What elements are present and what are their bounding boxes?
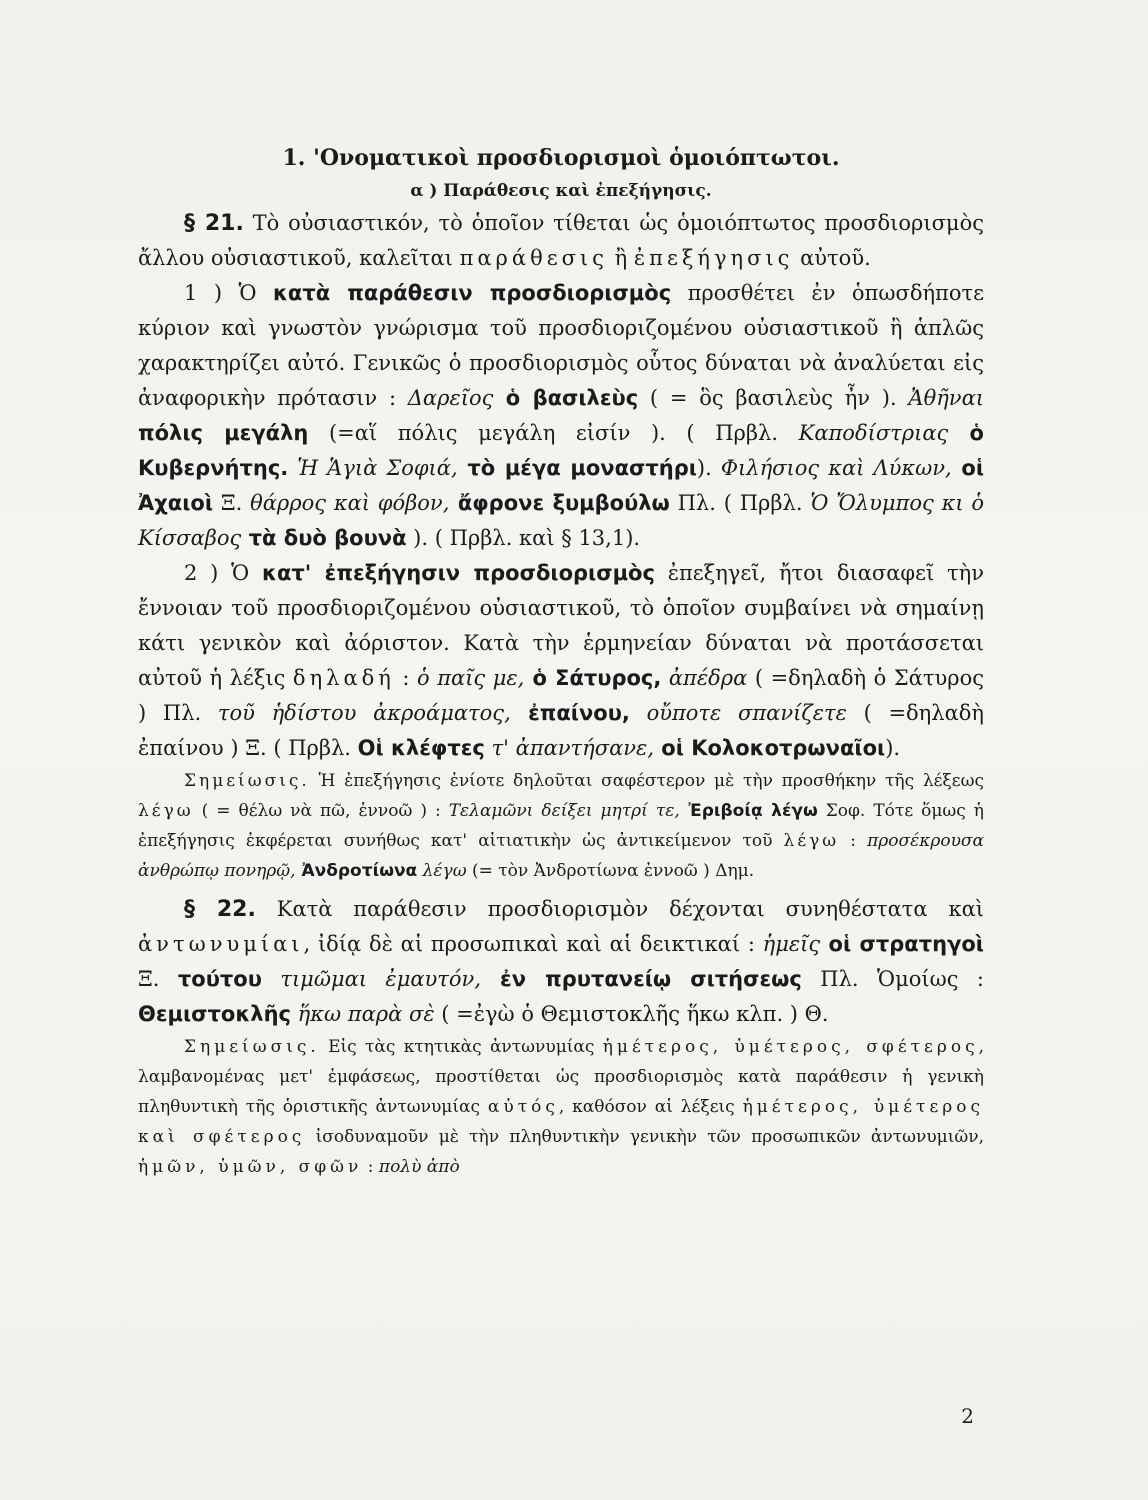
section-subheading: α ) Παράθεσις καὶ ἐπεξήγησις. (410, 181, 712, 201)
example-bold: πόλις μεγάλη (138, 421, 309, 445)
example-italic: ἥκω παρὰ σὲ (290, 1002, 435, 1026)
gloss: ( = ὃς βασιλεὺς ἦν ). (638, 386, 909, 410)
spaced-word: ἡμέτερος, ὑμέτερος καὶ σφέτερος (138, 1097, 985, 1147)
example-bold: οἱ Ἀχαιοὶ (138, 456, 985, 515)
example-bold: τούτου (177, 967, 262, 991)
text-run: προσθέτει ἐν ὁπωσδήποτε κύριον καὶ γνωστὸν γνώρισμα τοῦ προσδιοριζομένου οὐσιαστικοῦ ἢ ἁπλῶς χαρακτηρίζει αὐτό. Γενικῶς ὁ προσδιορισμὸς οὗτος δύναται νὰ ἀναλύεται εἰς ἀναφορικὴν πρότασιν : (138, 281, 984, 410)
example-bold: ὁ Σάτυρος, (524, 666, 662, 690)
chapter-heading: 1. 'Ονοματικοὶ προσδιορισμοὶ ὁμοιόπτωτοι. (282, 145, 840, 171)
example-bold: ἄφρονε ξυμβούλω (449, 491, 670, 515)
text-run: , ἰδίᾳ δὲ αἱ προσωπικαὶ καὶ αἱ δεικτικαί : (303, 932, 763, 956)
text-run: ( = θέλω νὰ πῶ, ἐννοῶ ) : (193, 801, 449, 821)
item-number: 2 ) (184, 561, 232, 585)
example-italic: ὁ παῖς με, (417, 666, 525, 690)
bold-term: κατ' ἐπεξήγησιν προσδιορισμὸς (262, 561, 655, 585)
text-run: Σοφ. Τότε ὅμως ἡ ἐπεξήγησις ἐκφέρεται συνήθως κατ' αἰτιατικὴν ὡς ἀντικείμενον τοῦ (138, 801, 984, 851)
text-run: Ὁ (238, 281, 273, 305)
example-bold: Οἱ κλέφτες (357, 736, 485, 760)
gloss: ( =δηλαδὴ ὁ Σάτυρος ) Πλ. (138, 666, 984, 725)
example-bold: Ἀνδροτίωνα (295, 861, 418, 881)
source-abbrev: Πλ. Ὁμοίως : (801, 967, 984, 991)
example-italic: τοῦ ἡδίστου ἀκροάματος, (217, 701, 511, 725)
example-bold: ὁ Κυβερνήτης. (138, 421, 984, 480)
note-label: Σημείωσις. (184, 1037, 320, 1057)
text-run: Ἡ ἐπεξήγησις ἐνίοτε δηλοῦται σαφέστερον μὲ τὴν προσθήκην τῆς λέξεως (309, 771, 984, 791)
example-italic: Δαρεῖος (407, 386, 494, 410)
section-mark-21: § 21. (184, 211, 244, 236)
example-bold: οἱ Κολοκοτρωναῖοι (654, 736, 886, 760)
example-bold: οἱ στρατηγοὶ (820, 932, 984, 956)
text-run: αὐτοῦ. (793, 246, 871, 270)
spaced-word: λέγω (783, 831, 840, 851)
text-run: : (839, 831, 868, 851)
paragraph-21-intro (138, 206, 984, 276)
example-bold: ἐν πρυτανείῳ σιτήσεως (481, 967, 802, 991)
section-mark-22: § 22. (184, 897, 256, 922)
text-run: Εἰς τὰς κτητικὰς ἀντωνυμίας (319, 1037, 603, 1057)
spaced-word: δηλαδή (292, 666, 395, 690)
text-run: (= τὸν Ἀνδροτίωνα ἐννοῶ ) Δημ. (466, 861, 755, 881)
page-body (138, 140, 984, 1182)
example-italic: προσέκρουσα ἀνθρώπῳ πονηρῷ, (138, 831, 984, 881)
example-italic: Φιλήσιος καὶ Λύκων, (720, 456, 952, 480)
bold-term: κατὰ παράθεσιν προσδιορισμὸς (272, 281, 672, 305)
paragraph-21-item-2 (138, 556, 984, 766)
text-run: , καθόσον αἱ λέξεις (558, 1097, 743, 1117)
example-bold: τὸ μέγα μοναστήρι (457, 456, 697, 480)
example-italic: οὔποτε σπανίζετε (629, 701, 847, 725)
text-run: ). (696, 456, 721, 480)
source-abbrev: Ξ. (213, 491, 251, 515)
text-run: : (362, 1157, 379, 1177)
text-run: Ὁ (231, 561, 263, 585)
source-abbrev: Ξ. (138, 967, 178, 991)
spaced-word: αὐτός (487, 1097, 559, 1117)
gloss: ( =δηλαδὴ ἐπαίνου ) Ξ. ( Πρβλ. (138, 701, 984, 760)
term-parathesis: παράθεσις (459, 246, 608, 270)
example-bold: Ἐριβοίᾳ λέγω (679, 801, 818, 821)
text-run: ). (885, 736, 901, 760)
text-run: , λαμβανομένας μετ' ἐμφάσεως, προστίθεται ὡς προσδιορισμὸς κατὰ παράθεσιν ἡ γενικὴ πληθυντικὴ τῆς ὁριστικῆς ἀντωνυμίας (138, 1037, 984, 1117)
example-bold: ἐπαίνου, (510, 701, 630, 725)
example-italic: τιμῶμαι ἐμαυτόν, (261, 967, 481, 991)
gloss: (=αἵ πόλις μεγάλη εἰσίν ). ( Πρβλ. (308, 421, 799, 445)
spaced-word: λέγω (138, 801, 194, 821)
text-run: Κατὰ παράθεσιν προσδιορισμὸν δέχονται συνηθέστατα καὶ (255, 897, 984, 921)
example-italic: θάρρος καὶ φόβον, (250, 491, 450, 515)
spaced-word: ἡμῶν, ὑμῶν, σφῶν (138, 1157, 363, 1177)
example-italic: λέγω (417, 861, 467, 881)
page-number: 2 (961, 1404, 974, 1428)
text-run: ἐπεξηγεῖ, ἤτοι διασαφεῖ τὴν ἔννοιαν τοῦ προσδιοριζομένου οὐσιαστικοῦ, τὸ ὁποῖον συμβαίνει νὰ σημαίνῃ κάτι γενικὸν καὶ ἀόριστον. Κατὰ τὴν ἑρμηνείαν δύναται νὰ προτάσσεται αὐτοῦ ἡ λέξις (138, 561, 984, 690)
paragraph-21-item-1 (138, 276, 984, 556)
item-number: 1 ) (184, 281, 239, 305)
example-italic: Καποδίστριας (798, 421, 949, 445)
example-italic: Ὁ Ὄλυμπος κι ὁ Κίσσαβος (138, 491, 985, 550)
example-bold: Θεμιστοκλῆς (138, 1002, 291, 1026)
paragraph-22 (138, 892, 984, 1032)
example-italic: ἡμεῖς (762, 932, 821, 956)
text-run: ). ( Πρβλ. καὶ § 13,1). (406, 526, 641, 550)
example-italic: Τελαμῶνι δείξει μητρί τε, (448, 801, 680, 821)
example-italic: Ἡ Ἁγιὰ Σοφιά, (288, 456, 458, 480)
spaced-word: ἡμέτερος, ὑμέτερος, σφέτερος (602, 1037, 979, 1057)
spaced-word: ἀντωνυμίαι (138, 932, 304, 956)
note-label: Σημείωσις. (184, 771, 310, 791)
note-22 (138, 1032, 984, 1182)
source-abbrev: Πλ. ( Πρβλ. (669, 491, 811, 515)
text-run: : (394, 666, 418, 690)
term-epexegesis: ἐπεξήγησις (633, 246, 794, 270)
example-bold: ὁ βασιλεὺς (493, 386, 639, 410)
text-run: ἰσοδυναμοῦν μὲ τὴν πληθυντικὴν γενικὴν τῶν προσωπικῶν ἀντωνυμιῶν, (305, 1127, 984, 1147)
example-italic: τ' ἀπαντήσανε, (484, 736, 654, 760)
note-21 (138, 766, 984, 886)
example-italic: ἀπέδρα (661, 666, 748, 690)
example-italic: πολὺ ἀπὸ (378, 1157, 460, 1177)
example-italic: Ἀθῆναι (908, 386, 984, 410)
gloss: ( =ἐγὼ ὁ Θεμιστοκλῆς ἥκω κλπ. ) Θ. (434, 1002, 829, 1026)
text-run: Τὸ οὐσιαστικόν, τὸ ὁποῖον τίθεται ὡς ὁμοιόπτωτος προσδιορισμὸς ἄλλου οὐσιαστικοῦ, καλεῖται (138, 211, 984, 270)
example-bold: τὰ δυὸ βουνὰ (241, 526, 407, 550)
text-run: ἢ (607, 246, 634, 270)
